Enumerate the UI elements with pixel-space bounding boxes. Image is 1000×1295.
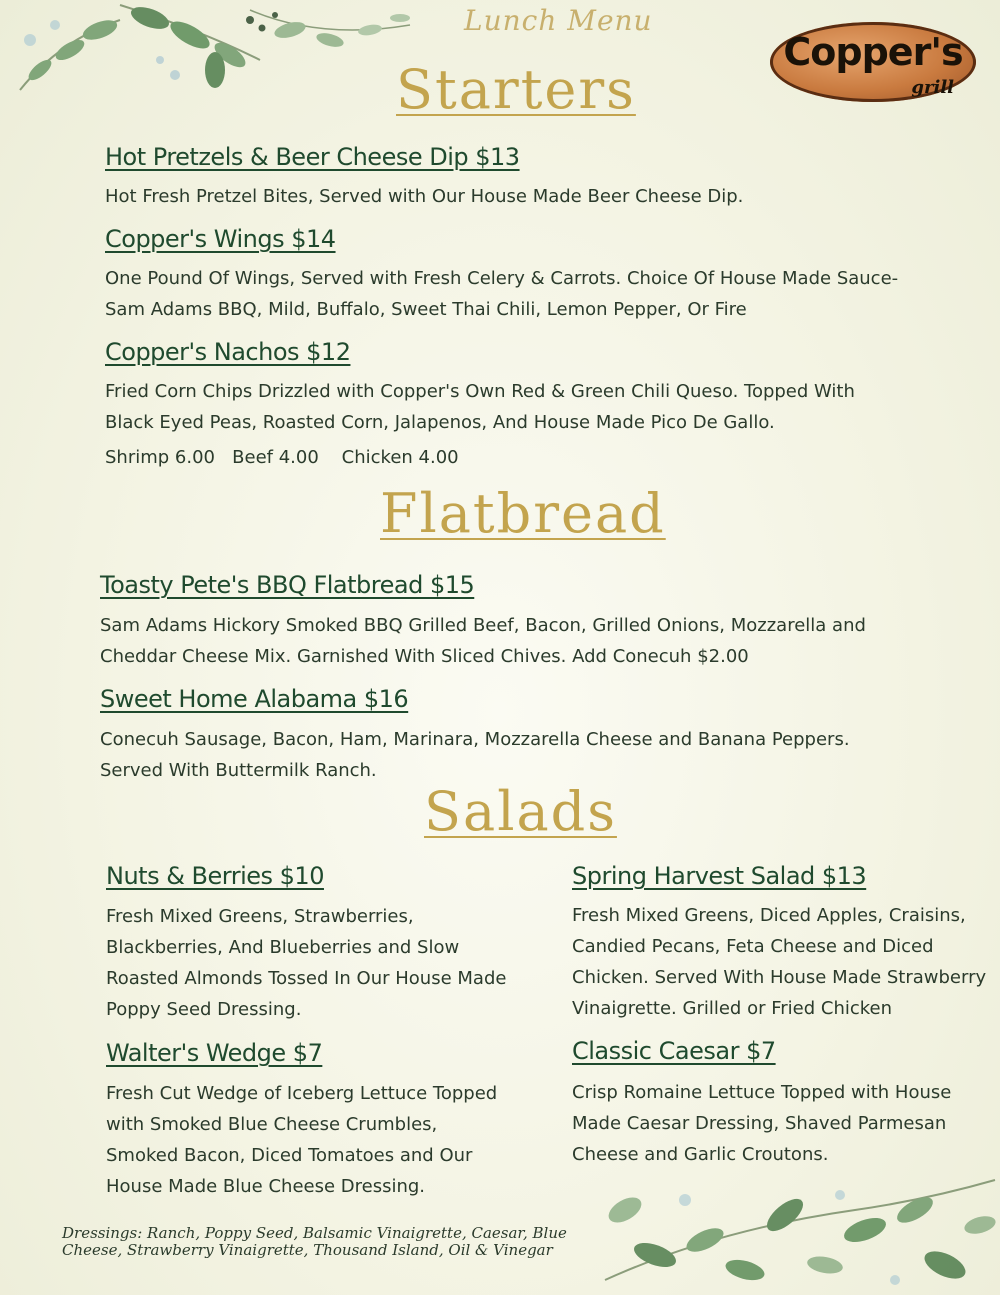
description-line: Cheddar Cheese Mix. Garnished With Sliced Chives. Add Conecuh $2.00 <box>100 646 749 667</box>
description-line: Fresh Mixed Greens, Diced Apples, Craisins, <box>572 905 966 926</box>
item-description <box>105 181 743 212</box>
description-line: One Pound Of Wings, Served with Fresh Celery & Carrots. Choice Of House Made Sauce- <box>105 268 899 289</box>
item-addons: Shrimp 6.00 Beef 4.00 Chicken 4.00 <box>105 447 459 468</box>
description-line: Black Eyed Peas, Roasted Corn, Jalapenos, And House Made Pico De Gallo. <box>105 412 775 433</box>
description-line: Fresh Cut Wedge of Iceberg Lettuce Topped <box>106 1083 498 1104</box>
item-title: Copper's Nachos $12 <box>105 338 351 366</box>
item-description <box>572 1077 951 1170</box>
description-line: Served With Buttermilk Ranch. <box>100 760 377 781</box>
description-line: Made Caesar Dressing, Shaved Parmesan <box>572 1113 947 1134</box>
description-line: House Made Blue Cheese Dressing. <box>106 1176 426 1197</box>
item-description <box>100 610 866 672</box>
section-heading-starters: Starters <box>396 58 636 121</box>
item-title: Hot Pretzels & Beer Cheese Dip $13 <box>105 143 520 171</box>
section-heading-flatbread: Flatbread <box>380 482 666 545</box>
item-description <box>100 724 850 786</box>
section-heading-salads: Salads <box>424 780 617 843</box>
leaf-foliage-icon <box>0 0 430 110</box>
menu-label: Lunch Menu <box>464 4 653 37</box>
description-line: Poppy Seed Dressing. <box>106 999 302 1020</box>
item-description <box>106 1078 497 1202</box>
item-description <box>572 900 986 1024</box>
description-line: Chicken. Served With House Made Strawberry <box>572 967 987 988</box>
item-title: Spring Harvest Salad $13 <box>572 862 867 890</box>
item-description <box>105 263 898 325</box>
item-title: Toasty Pete's BBQ Flatbread $15 <box>100 571 475 599</box>
description-line: Fresh Mixed Greens, Strawberries, <box>106 906 414 927</box>
description-line: Hot Fresh Pretzel Bites, Served with Our House Made Beer Cheese Dip. <box>105 186 744 207</box>
description-line: Sam Adams Hickory Smoked BBQ Grilled Beef, Bacon, Grilled Onions, Mozzarella and <box>100 615 866 636</box>
description-line: Cheese and Garlic Croutons. <box>572 1144 829 1165</box>
item-title: Sweet Home Alabama $16 <box>100 685 409 713</box>
item-title: Classic Caesar $7 <box>572 1037 776 1065</box>
item-title: Copper's Wings $14 <box>105 225 336 253</box>
description-line: Sam Adams BBQ, Mild, Buffalo, Sweet Thai Chili, Lemon Pepper, Or Fire <box>105 299 747 320</box>
description-line: Blackberries, And Blueberries and Slow <box>106 937 460 958</box>
logo-sub: grill <box>911 77 954 98</box>
description-line: Smoked Bacon, Diced Tomatoes and Our <box>106 1145 473 1166</box>
leaf-foliage-icon <box>595 1170 1000 1295</box>
dressings-line: Dressings: Ranch, Poppy Seed, Balsamic Vinaigrette, Caesar, Blue <box>62 1224 567 1242</box>
description-line: Roasted Almonds Tossed In Our House Made <box>106 968 507 989</box>
description-line: Vinaigrette. Grilled or Fried Chicken <box>572 998 893 1019</box>
dressings-note <box>62 1225 567 1259</box>
item-description <box>105 376 855 438</box>
dressings-line: Cheese, Strawberry Vinaigrette, Thousand Island, Oil & Vinegar <box>62 1241 553 1259</box>
description-line: Conecuh Sausage, Bacon, Ham, Marinara, Mozzarella Cheese and Banana Peppers. <box>100 729 850 750</box>
logo-name: Copper's <box>783 30 963 74</box>
description-line: Candied Pecans, Feta Cheese and Diced <box>572 936 934 957</box>
item-title: Walter's Wedge $7 <box>106 1039 323 1067</box>
description-line: Fried Corn Chips Drizzled with Copper's Own Red & Green Chili Queso. Topped With <box>105 381 855 402</box>
description-line: with Smoked Blue Cheese Crumbles, <box>106 1114 438 1135</box>
description-line: Crisp Romaine Lettuce Topped with House <box>572 1082 952 1103</box>
item-title: Nuts & Berries $10 <box>106 862 324 890</box>
logo <box>770 22 976 102</box>
item-description <box>106 901 506 1025</box>
